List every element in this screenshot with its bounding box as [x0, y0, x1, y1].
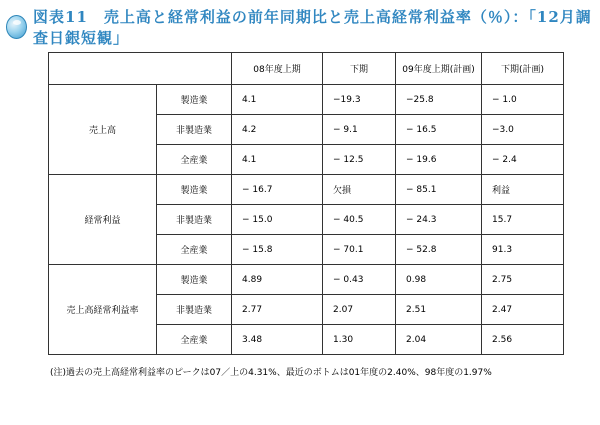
value-cell: 91.3	[482, 235, 564, 265]
value-cell: − 52.8	[396, 235, 482, 265]
value-cell: 4.1	[232, 85, 323, 115]
value-cell: − 85.1	[396, 175, 482, 205]
sector-label: 非製造業	[157, 295, 232, 325]
table-row	[49, 175, 564, 205]
value-cell: − 12.5	[323, 145, 396, 175]
table-row	[49, 265, 564, 295]
value-cell: 2.77	[232, 295, 323, 325]
figure-title: 図表11 売上高と経常利益の前年同期比と売上高経常利益率（％）：「12月調査日銀短観」	[33, 8, 592, 47]
value-cell: 4.1	[232, 145, 323, 175]
header-row	[49, 53, 564, 85]
value-cell: 15.7	[482, 205, 564, 235]
value-cell: 4.2	[232, 115, 323, 145]
value-cell: 3.48	[232, 325, 323, 355]
group-label: 売上高	[49, 85, 157, 175]
sector-label: 全産業	[157, 325, 232, 355]
value-cell: − 24.3	[396, 205, 482, 235]
value-cell: − 16.5	[396, 115, 482, 145]
value-cell: − 70.1	[323, 235, 396, 265]
sector-label: 非製造業	[157, 115, 232, 145]
value-cell: − 16.7	[232, 175, 323, 205]
group-label: 経常利益	[49, 175, 157, 265]
value-cell: 2.04	[396, 325, 482, 355]
sector-label: 全産業	[157, 235, 232, 265]
value-cell: 2.47	[482, 295, 564, 325]
header-cell: 下期	[323, 53, 396, 85]
value-cell: − 0.43	[323, 265, 396, 295]
header-cell: 下期(計画)	[482, 53, 564, 85]
sector-label: 製造業	[157, 265, 232, 295]
header-cell-empty	[49, 53, 232, 85]
value-cell: 2.75	[482, 265, 564, 295]
value-cell: − 15.0	[232, 205, 323, 235]
value-cell: 2.51	[396, 295, 482, 325]
value-cell: − 2.4	[482, 145, 564, 175]
sector-label: 製造業	[157, 85, 232, 115]
value-cell: 2.07	[323, 295, 396, 325]
value-cell: − 40.5	[323, 205, 396, 235]
value-cell: − 15.8	[232, 235, 323, 265]
value-cell: − 9.1	[323, 115, 396, 145]
bullet-orb-icon	[6, 15, 27, 39]
value-cell: − 19.6	[396, 145, 482, 175]
value-cell: −25.8	[396, 85, 482, 115]
group-label: 売上高経常利益率	[49, 265, 157, 355]
value-cell: −19.3	[323, 85, 396, 115]
title-row	[6, 8, 600, 47]
value-cell: − 1.0	[482, 85, 564, 115]
header-cell: 08年度上期	[232, 53, 323, 85]
sector-label: 非製造業	[157, 205, 232, 235]
value-cell: 欠損	[323, 175, 396, 205]
value-cell: 利益	[482, 175, 564, 205]
sector-label: 製造業	[157, 175, 232, 205]
value-cell: 0.98	[396, 265, 482, 295]
value-cell: 2.56	[482, 325, 564, 355]
value-cell: 4.89	[232, 265, 323, 295]
value-cell: −3.0	[482, 115, 564, 145]
sector-label: 全産業	[157, 145, 232, 175]
header-cell: 09年度上期(計画)	[396, 53, 482, 85]
data-table	[48, 52, 564, 355]
value-cell: 1.30	[323, 325, 396, 355]
table-row	[49, 85, 564, 115]
footnote: (注)過去の売上高経常利益率のピークは07／上の4.31%、最近のボトムは01年度の2.40%、98年度の1.97%	[50, 368, 492, 378]
